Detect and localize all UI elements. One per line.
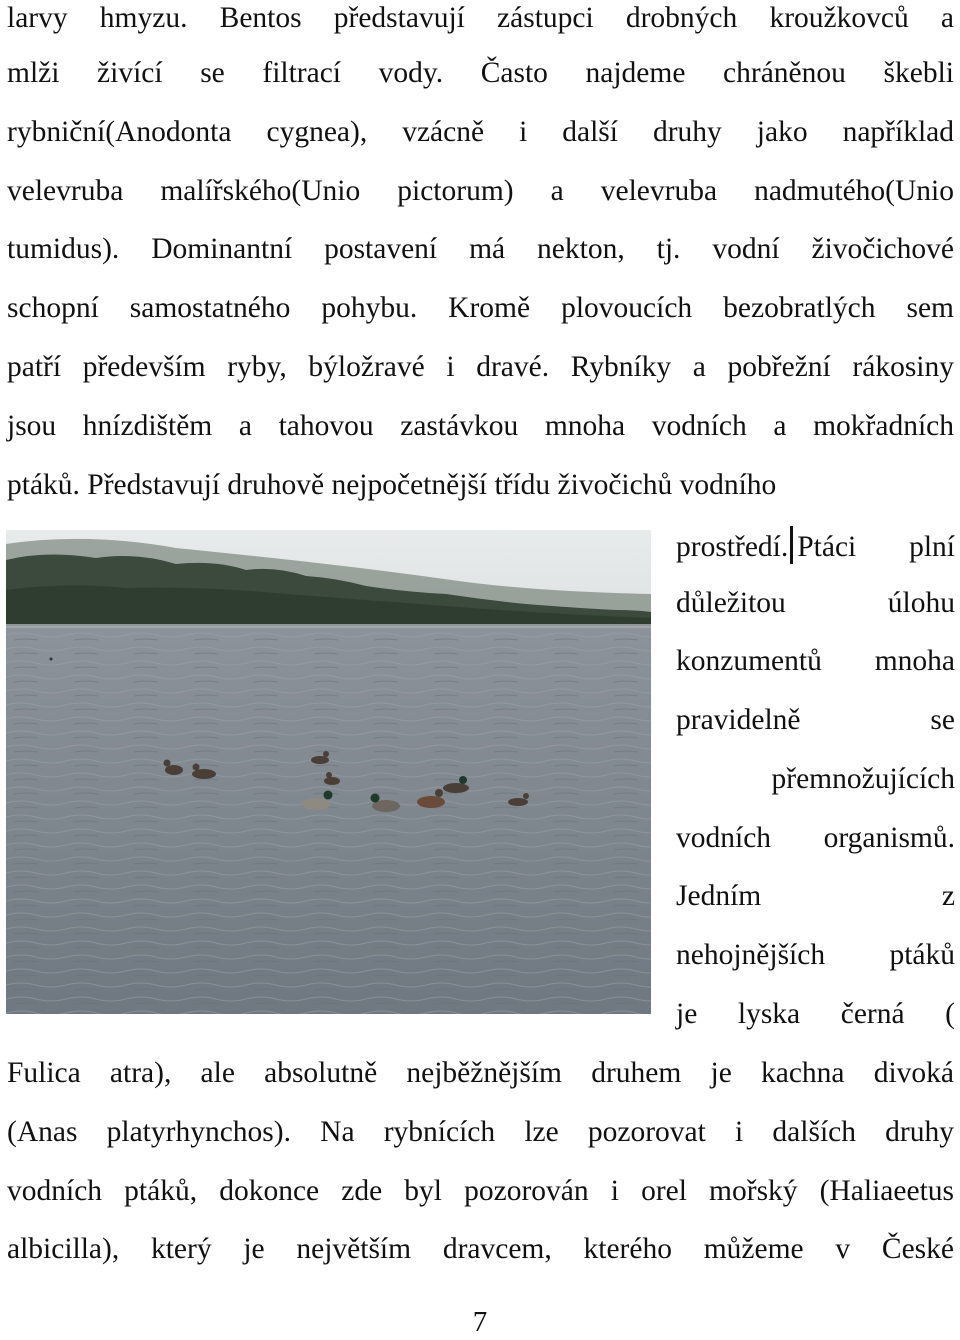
text-line: (Anas platyrhynchos). Na rybnících lze pozorovat i dalších druhy [7, 1116, 954, 1148]
text-line: přemnožujících [771, 763, 955, 795]
text-line: Jedním z [676, 880, 955, 912]
text-line: albicilla), který je největším dravcem, kterého můžeme v České [7, 1233, 954, 1265]
text-line: pravidelně se [676, 704, 955, 736]
text-line: mlži živící se filtrací vody. Často najdeme chráněnou škebli [7, 57, 954, 89]
text-fragment: Ptáci plní [797, 531, 955, 563]
text-line: schopní samostatného pohybu. Kromě plovoucích bezobratlých sem [7, 292, 954, 324]
text-line: vodních ptáků, dokonce zde byl pozorován i orel mořský (Haliaeetus [7, 1175, 954, 1207]
page-number: 7 [472, 1306, 488, 1338]
text-line: nehojnějších ptáků [676, 939, 955, 971]
text-line: konzumentů mnoha [676, 645, 955, 677]
text-line: patří především ryby, býložravé i dravé. Rybníky a pobřežní rákosiny [7, 351, 954, 383]
text-line [676, 526, 955, 562]
text-line: vodních organismů. [676, 822, 955, 854]
text-cursor [790, 526, 793, 564]
text-line: tumidus). Dominantní postavení má nekton, tj. vodní živočichové [7, 233, 954, 265]
text-line: ptáků. Představují druhově nejpočetnější třídu živočichů vodního [7, 469, 777, 501]
text-line: velevruba malířského(Unio pictorum) a velevruba nadmutého(Unio [7, 175, 954, 207]
text-line: Fulica atra), ale absolutně nejběžnějším druhem je kachna divoká [7, 1057, 954, 1089]
text-line: larvy hmyzu. Bentos představují zástupci drobných kroužkovců a [7, 2, 954, 34]
text-fragment: prostředí. [676, 531, 789, 563]
text-line: důležitou úlohu [676, 587, 955, 619]
text-line: jsou hnízdištěm a tahovou zastávkou mnoha vodních a mokřadních [7, 410, 954, 442]
pond-ducks-photo [6, 530, 651, 1014]
text-line: je lyska černá ( [676, 998, 955, 1030]
text-line: rybniční(Anodonta cygnea), vzácně i další druhy jako například [7, 116, 954, 148]
